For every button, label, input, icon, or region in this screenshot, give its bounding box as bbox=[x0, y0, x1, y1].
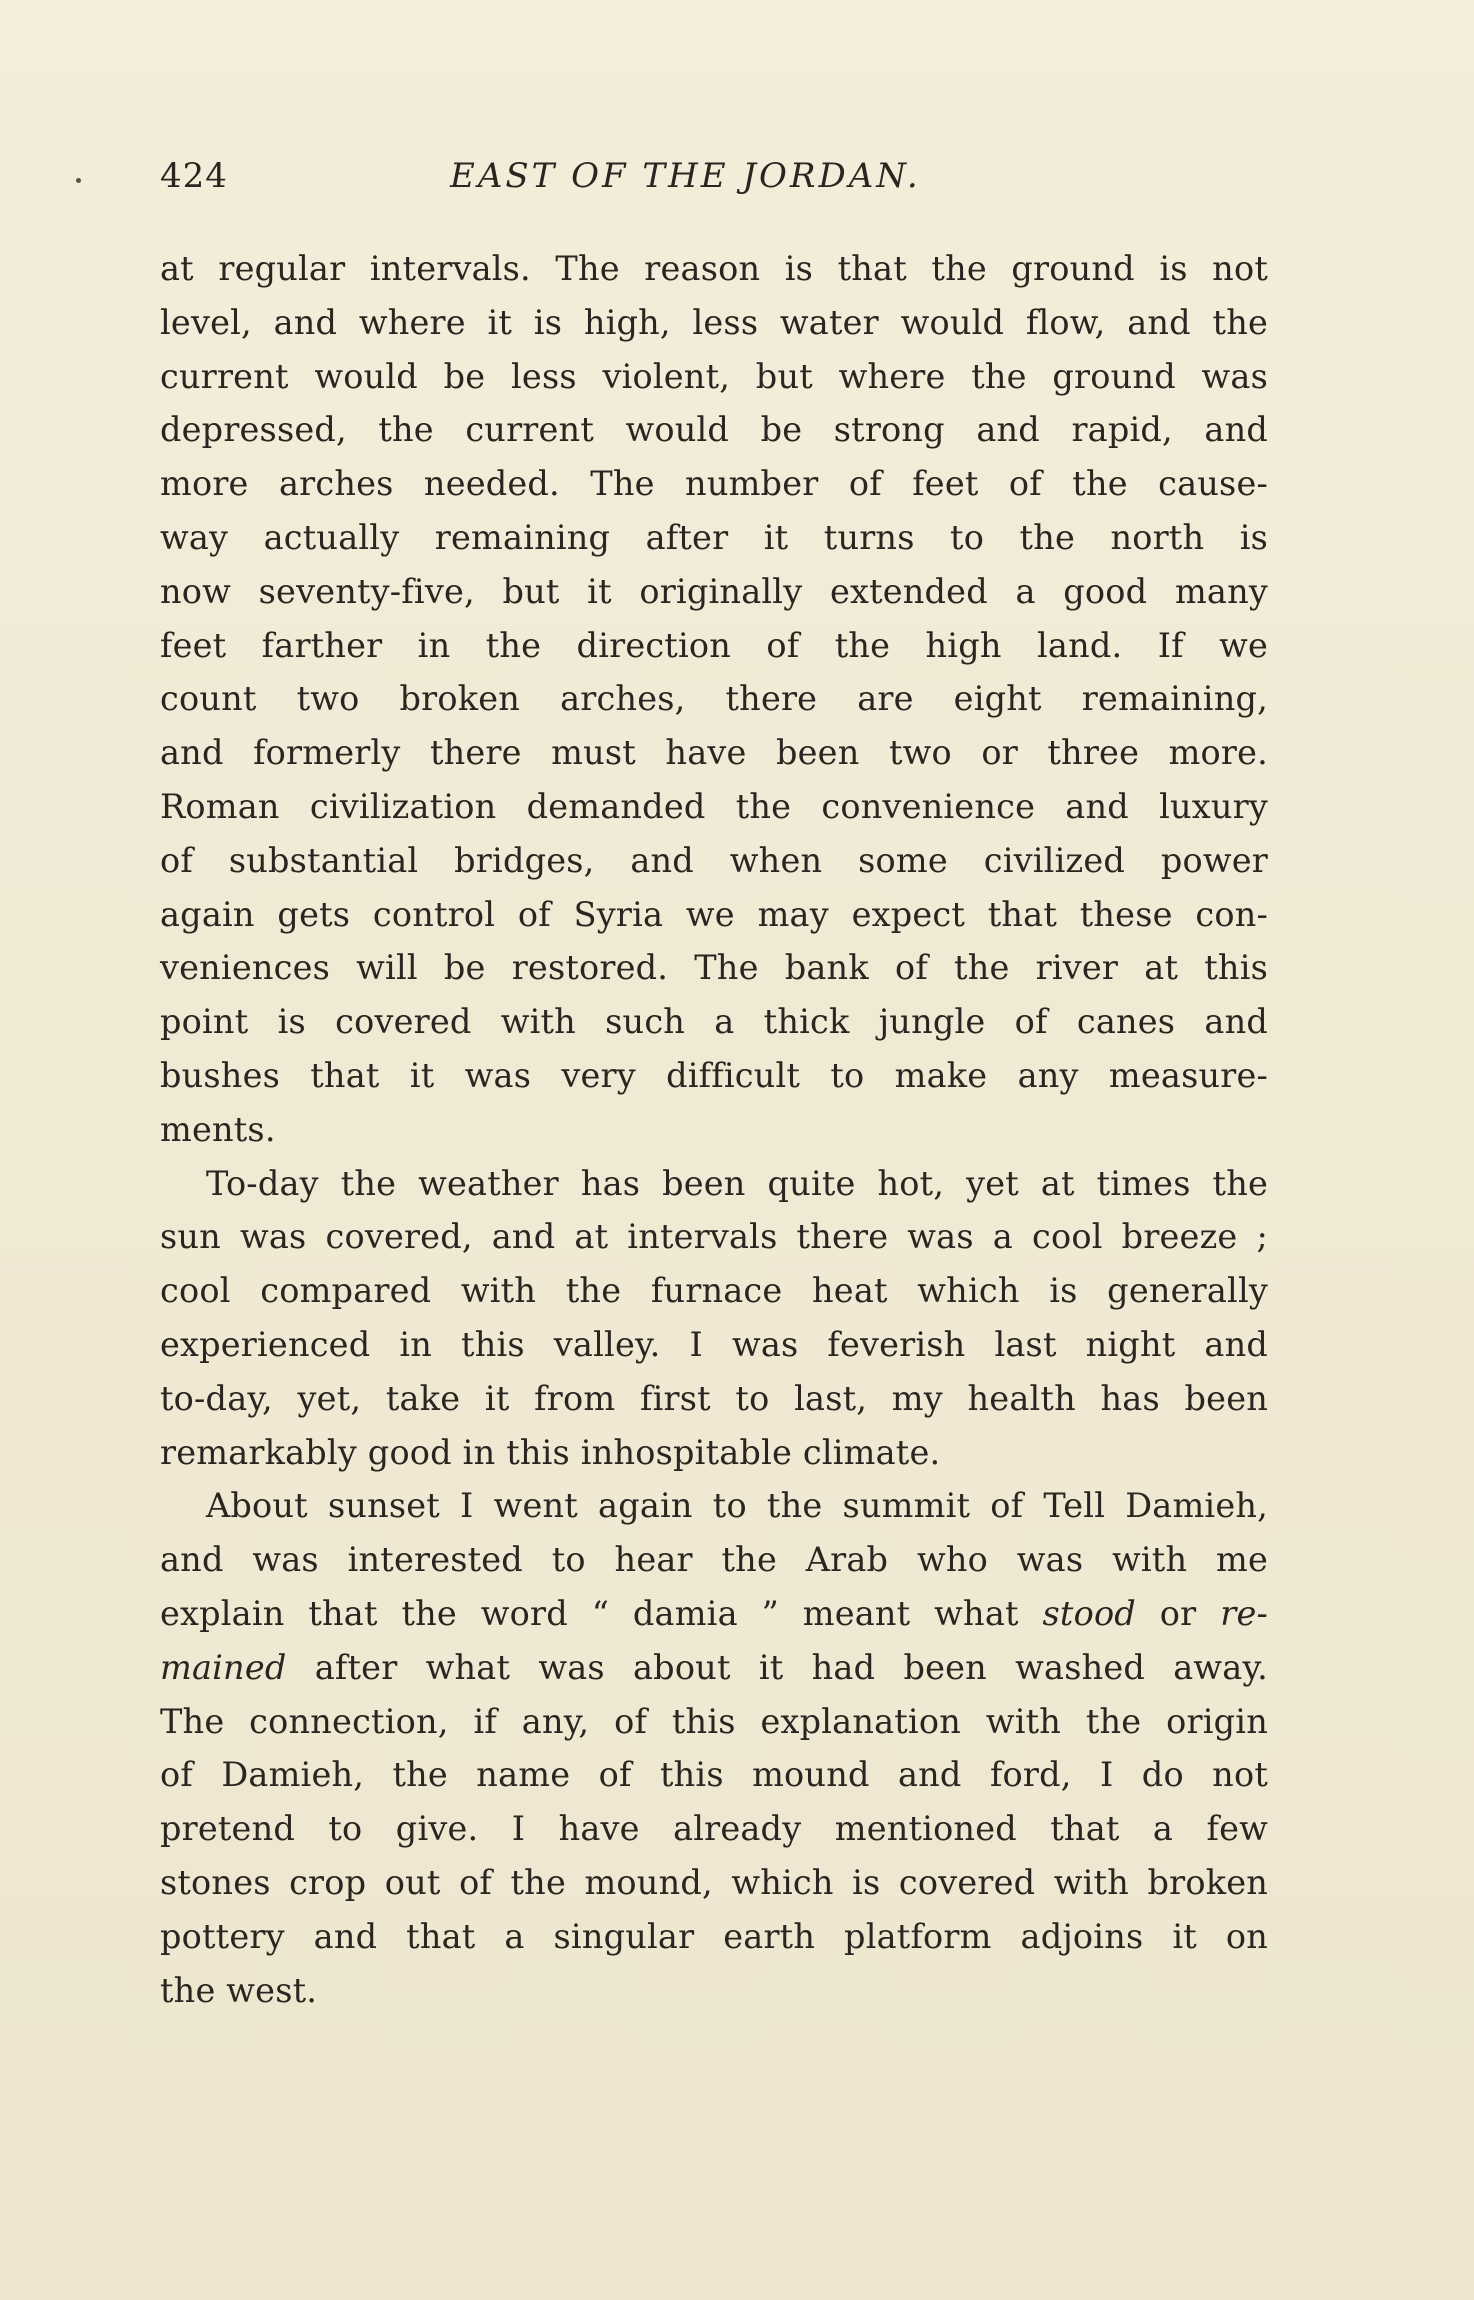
italic-word: stood bbox=[1042, 1593, 1136, 1633]
text-line: of Damieh, the name of this mound and ford, I do not bbox=[160, 1755, 1268, 1795]
text-fragment: or bbox=[1159, 1593, 1197, 1633]
italic-word: re- bbox=[1220, 1593, 1268, 1633]
text-line: Roman civilization demanded the convenience and luxury bbox=[160, 786, 1268, 826]
text-fragment: explain that the word “ damia ” meant what bbox=[160, 1593, 1019, 1633]
text-line: cool compared with the furnace heat which is generally bbox=[160, 1271, 1268, 1311]
text-line: bushes that it was very difficult to make any measure- bbox=[160, 1055, 1268, 1095]
text-line: The connection, if any, of this explanation with the origin bbox=[160, 1701, 1268, 1741]
text-line: count two broken arches, there are eight remaining, bbox=[160, 679, 1268, 719]
body-text bbox=[160, 242, 1268, 2017]
text-line: pottery and that a singular earth platform adjoins it on bbox=[160, 1916, 1268, 1956]
text-line: and formerly there must have been two or three more. bbox=[160, 733, 1268, 773]
text-line: stones crop out of the mound, which is covered with broken bbox=[160, 1862, 1268, 1902]
paragraph-first-line: About sunset I went again to the summit of Tell Damieh, bbox=[206, 1486, 1268, 1526]
text-line: and was interested to hear the Arab who was with me bbox=[160, 1540, 1268, 1580]
text-line-with-italic bbox=[160, 1641, 1268, 1695]
page-number: 424 bbox=[160, 156, 228, 196]
text-line: at regular intervals. The reason is that the ground is not bbox=[160, 249, 1268, 288]
text-line: the west. bbox=[160, 1970, 318, 2010]
text-line: pretend to give. I have already mentioned that a few bbox=[160, 1809, 1268, 1849]
text-line: veniences will be restored. The bank of the river at this bbox=[160, 948, 1268, 988]
text-line: ments. bbox=[160, 1109, 276, 1149]
text-line: remarkably good in this inhospitable climate. bbox=[160, 1432, 941, 1472]
text-line: current would be less violent, but where the ground was bbox=[160, 356, 1268, 396]
text-line: now seventy-five, but it originally extended a good many bbox=[160, 571, 1268, 611]
text-line: more arches needed. The number of feet of the cause- bbox=[160, 464, 1268, 504]
text-line: feet farther in the direction of the high land. If we bbox=[160, 625, 1268, 665]
margin-dot bbox=[76, 178, 81, 183]
text-line: of substantial bridges, and when some civilized power bbox=[160, 840, 1268, 880]
text-line: point is covered with such a thick jungle of canes and bbox=[160, 1002, 1268, 1042]
text-line: depressed, the current would be strong and rapid, and bbox=[160, 410, 1268, 450]
text-line: level, and where it is high, less water would flow, and the bbox=[160, 302, 1268, 342]
running-title: EAST OF THE JORDAN. bbox=[450, 156, 921, 196]
paragraph-first-line: To-day the weather has been quite hot, yet at times the bbox=[206, 1163, 1268, 1203]
italic-word: mained bbox=[160, 1647, 287, 1687]
text-line: experienced in this valley. I was feverish last night and bbox=[160, 1324, 1268, 1364]
running-head bbox=[160, 150, 1270, 210]
text-line: sun was covered, and at intervals there was a cool breeze ; bbox=[160, 1217, 1268, 1257]
text-line-with-italic bbox=[160, 1587, 1268, 1641]
text-line: again gets control of Syria we may expect that these con- bbox=[160, 894, 1268, 934]
text-fragment: after what was about it had been washed away. bbox=[314, 1647, 1268, 1687]
text-line: to-day, yet, take it from first to last, my health has been bbox=[160, 1378, 1268, 1418]
text-line: way actually remaining after it turns to the north is bbox=[160, 517, 1268, 557]
